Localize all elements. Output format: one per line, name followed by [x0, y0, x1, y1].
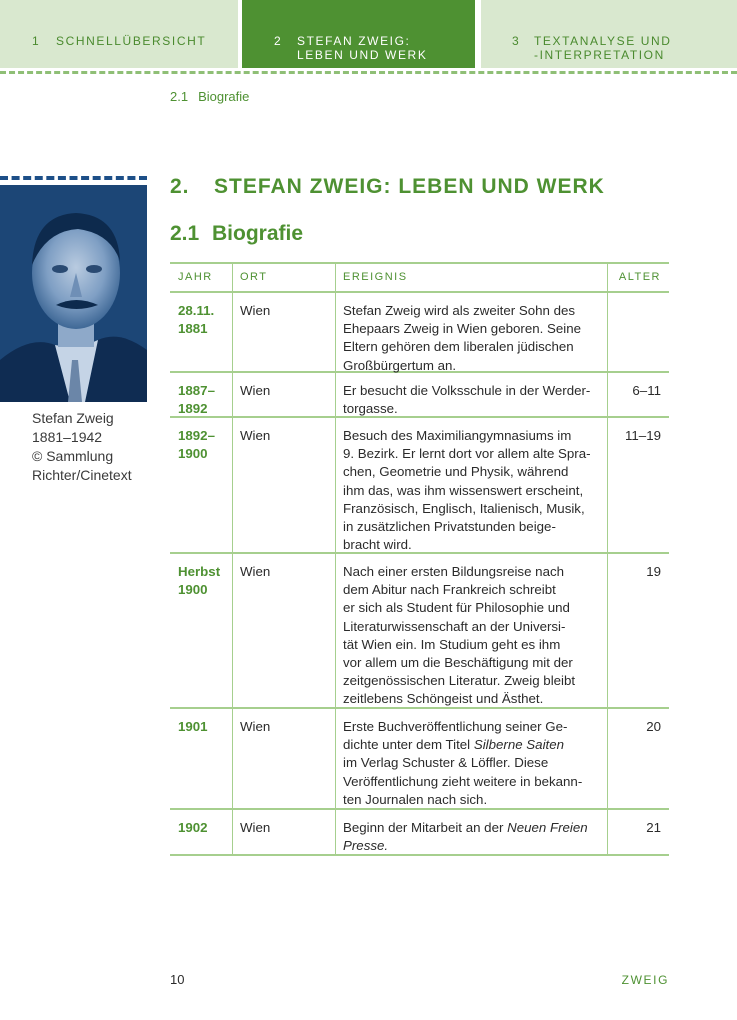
cell-year: 1902 — [178, 820, 208, 835]
cell-event: Stefan Zweig wird als zweiter Sohn des Ehepaars Zweig in Wien geboren. Seine Eltern gehören dem liberalen jüdischen Großbürgertum an. — [343, 303, 582, 373]
cell-year: 1887– 1892 — [178, 383, 215, 417]
tab-number: 3 — [512, 34, 521, 48]
tab-number: 2 — [274, 34, 283, 48]
cell-year: 28.11. 1881 — [178, 303, 215, 337]
cell-event: Er besucht die Volksschule in der Werder- torgasse. — [343, 383, 591, 417]
cell-place: Wien — [240, 820, 271, 835]
cell-year: 1901 — [178, 719, 208, 734]
cell-age: 19 — [646, 564, 661, 579]
breadcrumb: 2.1 Biografie — [170, 89, 250, 104]
biography-table — [170, 262, 669, 856]
table-row — [170, 418, 669, 554]
cell-age: 6–11 — [632, 383, 661, 398]
tab-label: TEXTANALYSE UND -INTERPRETATION — [534, 34, 672, 62]
cell-age: 21 — [646, 820, 661, 835]
tab-schnelluebersicht[interactable] — [0, 0, 238, 68]
table-row — [170, 810, 669, 856]
cell-age: 11–19 — [625, 428, 661, 443]
cell-event: Beginn der Mitarbeit an der Neuen Freien Presse. — [343, 820, 588, 854]
tab-label: SCHNELLÜBERSICHT — [56, 34, 207, 48]
tab-leben-und-werk[interactable] — [242, 0, 475, 68]
cell-age: 20 — [646, 719, 661, 734]
cell-event: Erste Buchveröffentlichung seiner Ge- dichte unter dem Titel Silberne Saiten im Verlag Schuster & Löffler. Diese Veröffentlichung zieht weitere in bekann- ten Journalen nach sich. — [343, 719, 583, 807]
table-header — [170, 262, 669, 293]
tab-textanalyse[interactable] — [481, 0, 737, 68]
photo-divider — [0, 176, 147, 180]
portrait-caption: Stefan Zweig 1881–1942 © Sammlung Richter/Cinetext — [32, 410, 132, 483]
cell-year: Herbst 1900 — [178, 564, 221, 598]
cell-place: Wien — [240, 303, 271, 318]
cell-year: 1892– 1900 — [178, 428, 215, 462]
cell-place: Wien — [240, 719, 271, 734]
cell-place: Wien — [240, 428, 271, 443]
col-header-event: EREIGNIS — [343, 271, 408, 283]
col-header-place: ORT — [240, 271, 268, 283]
tab-number: 1 — [32, 34, 41, 48]
page-number: 10 — [170, 972, 185, 987]
col-header-age: ALTER — [618, 271, 661, 283]
cell-place: Wien — [240, 564, 271, 579]
cell-place: Wien — [240, 383, 271, 398]
tab-label: STEFAN ZWEIG: LEBEN UND WERK — [297, 34, 428, 62]
table-row — [170, 554, 669, 709]
portrait-photo — [0, 185, 147, 402]
table-row — [170, 293, 669, 373]
table-row — [170, 709, 669, 810]
table-row — [170, 373, 669, 418]
running-footer: ZWEIG — [621, 973, 669, 987]
header-divider — [0, 71, 737, 74]
cell-event: Nach einer ersten Bildungsreise nach dem Abitur nach Frankreich schreibt er sich als Student für Philosophie und Literaturwissenschaft an der Universi- tät Wien ein. Im Studium geht es ihm vor allem um die Beschäftigung mit der zeitgenössischen Literatur. Zweig bleibt zeitlebens Schöngeist und Ästhet. — [343, 564, 576, 707]
cell-event: Besuch des Maximiliangymnasiums im 9. Bezirk. Er lernt dort vor allem alte Spra- chen, Geometrie und Physik, während ihm das, was ihm wissenswert erscheint, Französisch, Englisch, Italienisch, Musik, in zusätzlichen Privatstunden beige- bracht wird. — [343, 428, 591, 553]
section-heading: 2.1 Biografie — [170, 222, 304, 245]
chapter-heading: 2. STEFAN ZWEIG: LEBEN UND WERK — [170, 175, 605, 198]
col-header-year: JAHR — [178, 271, 213, 283]
chapter-tabs — [0, 0, 737, 68]
